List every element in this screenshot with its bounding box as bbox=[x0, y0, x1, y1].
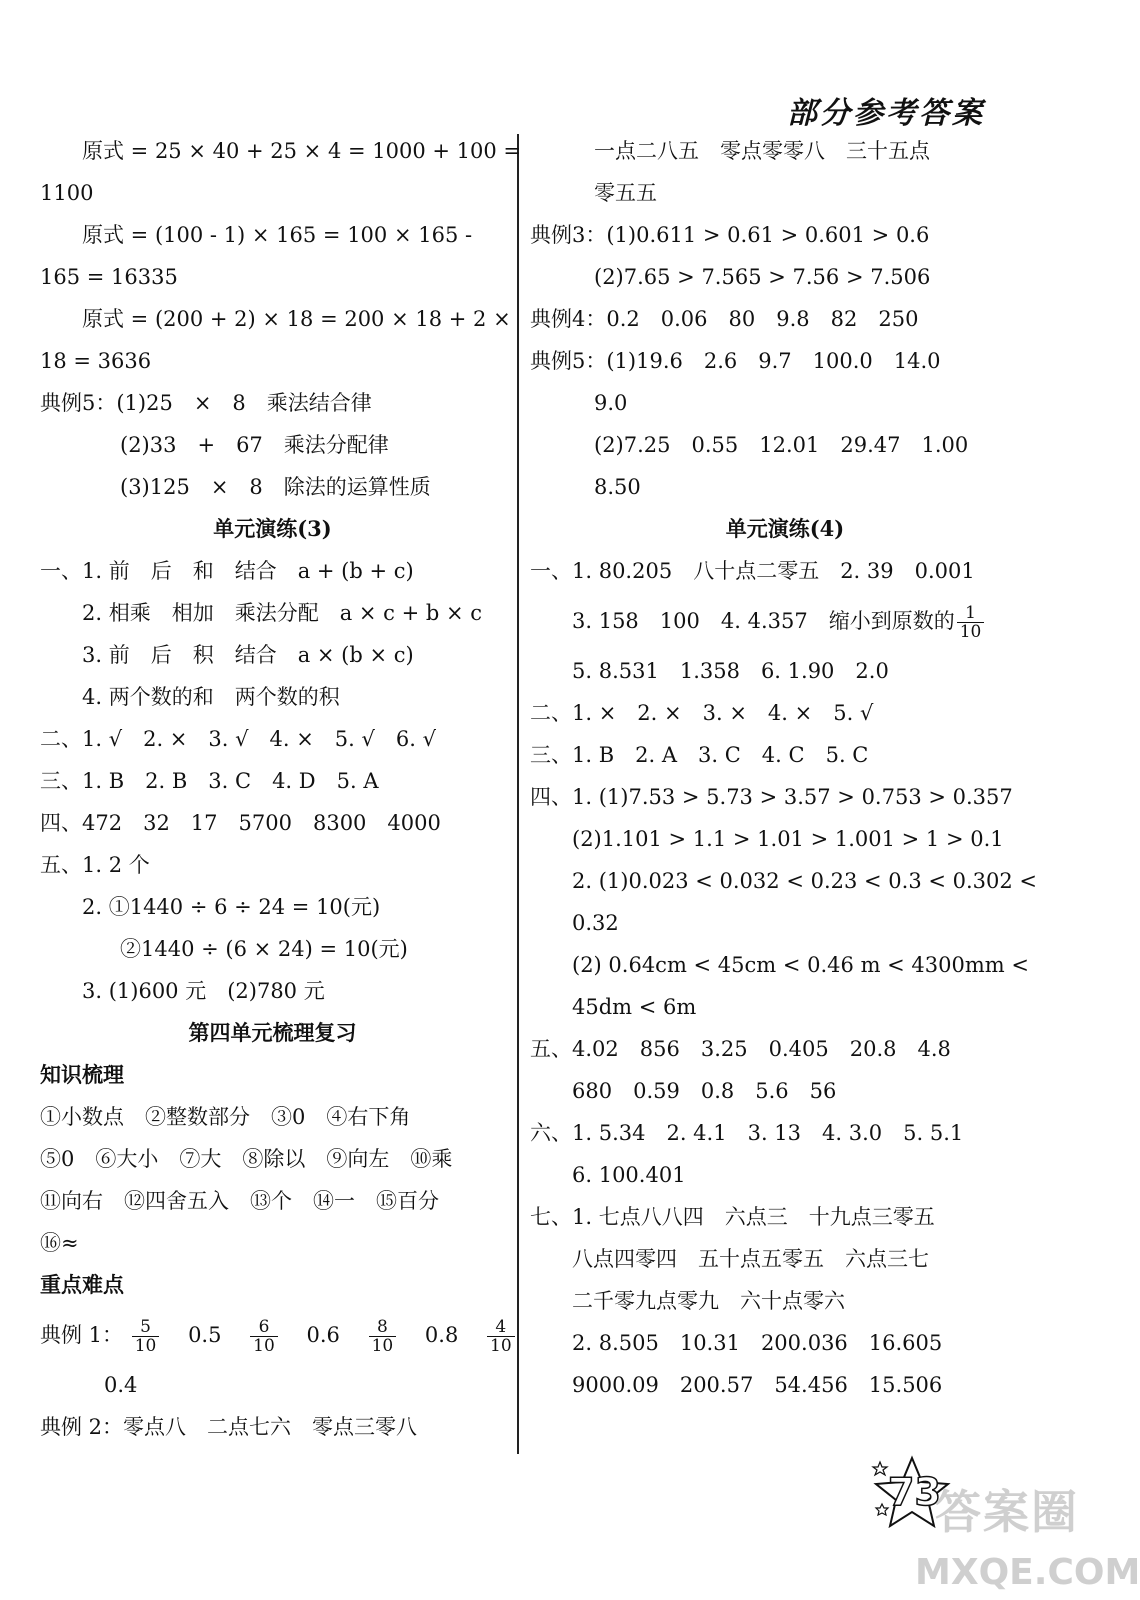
answer-line: 18 = 3636 bbox=[40, 349, 152, 373]
fraction bbox=[132, 1318, 160, 1355]
answer-line: 五、4.02 856 3.25 0.405 20.8 4.8 bbox=[530, 1037, 951, 1061]
answer-line: 一、1. 前 后 和 结合 a + (b + c) bbox=[40, 559, 414, 583]
answer-line: 一点二八五 零点零零八 三十五点 bbox=[594, 139, 930, 163]
fraction bbox=[957, 604, 985, 641]
answer-line: 四、1. (1)7.53 > 5.73 > 3.57 > 0.753 > 0.357 bbox=[530, 785, 1013, 809]
answer-line: 9.0 bbox=[594, 391, 628, 415]
fraction bbox=[250, 1318, 278, 1355]
section-title-unit-4-review: 第四单元梳理复习 bbox=[188, 1020, 357, 1045]
answer-line: (2)1.101 > 1.1 > 1.01 > 1.001 > 1 > 0.1 bbox=[572, 827, 1004, 851]
example-2-line: 典例 2：零点八 二点七六 零点三零八 bbox=[40, 1415, 418, 1439]
answer-line: (2)33 + 67 乘法分配律 bbox=[120, 433, 389, 457]
fraction bbox=[369, 1318, 397, 1355]
fraction-denominator: 10 bbox=[490, 1336, 512, 1356]
example-1-prefix: 典例 1： bbox=[40, 1323, 124, 1347]
fraction-numerator: 1 bbox=[957, 604, 985, 623]
decimal-value: 0.5 bbox=[188, 1323, 222, 1347]
answer-line-with-fraction bbox=[530, 592, 1040, 650]
answer-line: 二、1. √ 2. × 3. √ 4. × 5. √ 6. √ bbox=[40, 727, 436, 751]
answer-line: (3)125 × 8 除法的运算性质 bbox=[120, 475, 431, 499]
answer-line: 2. ①1440 ÷ 6 ÷ 24 = 10(元) bbox=[82, 895, 381, 919]
fraction-denominator: 10 bbox=[253, 1336, 275, 1356]
answer-line: 45dm < 6m bbox=[572, 995, 697, 1019]
answer-line: 8.50 bbox=[594, 475, 641, 499]
answer-line: 六、1. 5.34 2. 4.1 3. 13 4. 3.0 5. 5.1 bbox=[530, 1121, 964, 1145]
answer-line: 五、1. 2 个 bbox=[40, 853, 150, 877]
section-title-unit-4: 单元演练(4) bbox=[725, 516, 845, 541]
answer-line: 七、1. 七点八八四 六点三 十九点三零五 bbox=[530, 1205, 935, 1229]
decimal-value: 0.6 bbox=[306, 1323, 340, 1347]
example-5-line: 典例5：(1)19.6 2.6 9.7 100.0 14.0 bbox=[530, 349, 941, 373]
answer-text: 3. 158 100 4. 4.357 缩小到原数的 bbox=[572, 609, 955, 633]
answer-line: 四、472 32 17 5700 8300 4000 bbox=[40, 811, 441, 835]
example-1-line bbox=[40, 1306, 512, 1364]
answer-line: 165 = 16335 bbox=[40, 265, 178, 289]
right-column bbox=[530, 130, 1040, 1406]
example-3-line: 典例3：(1)0.611 > 0.61 > 0.601 > 0.6 bbox=[530, 223, 930, 247]
watermark bbox=[915, 1468, 1140, 1600]
answer-line: 6. 100.401 bbox=[572, 1163, 686, 1187]
answer-line: ①小数点 ②整数部分 ③0 ④右下角 bbox=[40, 1105, 411, 1129]
answer-line: 三、1. B 2. A 3. C 4. C 5. C bbox=[530, 743, 869, 767]
answer-line: 原式 = 25 × 40 + 25 × 4 = 1000 + 100 = bbox=[82, 139, 522, 163]
answer-line: 零五五 bbox=[594, 181, 657, 205]
answer-line: 八点四零四 五十点五零五 六点三七 bbox=[572, 1247, 929, 1271]
answer-line: 2. 相乘 相加 乘法分配 a × c + b × c bbox=[82, 601, 483, 625]
fraction-denominator: 10 bbox=[371, 1336, 394, 1356]
watermark-url: MXQE.COM bbox=[915, 1552, 1140, 1593]
answer-line: ⑪向右 ⑫四舍五入 ⑬个 ⑭一 ⑮百分 bbox=[40, 1189, 439, 1213]
fraction-numerator: 6 bbox=[250, 1318, 278, 1337]
subsection-title-key-points: 重点难点 bbox=[40, 1272, 124, 1297]
answer-line: 4. 两个数的和 两个数的积 bbox=[82, 685, 340, 709]
answer-line: (2)7.25 0.55 12.01 29.47 1.00 bbox=[594, 433, 969, 457]
answer-line: ⑯≈ bbox=[40, 1231, 79, 1255]
subsection-title-knowledge: 知识梳理 bbox=[40, 1062, 124, 1087]
answer-line: 原式 = (100 - 1) × 165 = 100 × 165 - bbox=[82, 223, 473, 247]
answer-line: 原式 = (200 + 2) × 18 = 200 × 18 + 2 × bbox=[82, 307, 511, 331]
fraction bbox=[487, 1318, 515, 1355]
fraction-denominator: 10 bbox=[959, 622, 982, 642]
answer-line: 一、1. 80.205 八十点二零五 2. 39 0.001 bbox=[530, 559, 975, 583]
answer-line: ②1440 ÷ (6 × 24) = 10(元) bbox=[120, 937, 408, 961]
example-4-line: 典例4：0.2 0.06 80 9.8 82 250 bbox=[530, 307, 919, 331]
answer-line: 2. (1)0.023 < 0.032 < 0.23 < 0.3 < 0.302 < bbox=[572, 869, 1038, 893]
answer-line: ⑤0 ⑥大小 ⑦大 ⑧除以 ⑨向左 ⑩乘 bbox=[40, 1147, 453, 1171]
watermark-logo-text: 答案圈 bbox=[935, 1485, 1079, 1539]
answer-line: (2) 0.64cm < 45cm < 0.46 m < 4300mm < bbox=[572, 953, 1029, 977]
answer-line: 3. 前 后 积 结合 a × (b × c) bbox=[82, 643, 414, 667]
answer-line: 0.32 bbox=[572, 911, 619, 935]
answer-line: 9000.09 200.57 54.456 15.506 bbox=[572, 1373, 943, 1397]
fraction-denominator: 10 bbox=[134, 1336, 157, 1356]
left-column bbox=[40, 130, 522, 1448]
answer-line: 3. (1)600 元 (2)780 元 bbox=[82, 979, 325, 1003]
answer-line: 三、1. B 2. B 3. C 4. D 5. A bbox=[40, 769, 379, 793]
answer-line: 0.4 bbox=[104, 1373, 138, 1397]
decimal-value: 0.8 bbox=[424, 1323, 459, 1347]
fraction-numerator: 4 bbox=[487, 1318, 515, 1337]
page-number: 73 bbox=[888, 1470, 941, 1514]
answer-line: 1100 bbox=[40, 181, 94, 205]
page-header-title: 部分参考答案 bbox=[787, 96, 985, 131]
answer-line: 2. 8.505 10.31 200.036 16.605 bbox=[572, 1331, 943, 1355]
column-divider bbox=[517, 134, 519, 1454]
answer-line: 二千零九点零九 六十点零六 bbox=[572, 1289, 845, 1313]
example-5-line: 典例5：(1)25 × 8 乘法结合律 bbox=[40, 391, 372, 415]
answer-line: 5. 8.531 1.358 6. 1.90 2.0 bbox=[572, 659, 889, 683]
fraction-numerator: 5 bbox=[132, 1318, 160, 1337]
answer-line: 680 0.59 0.8 5.6 56 bbox=[572, 1079, 837, 1103]
answer-line: (2)7.65 > 7.565 > 7.56 > 7.506 bbox=[594, 265, 931, 289]
section-title-unit-3: 单元演练(3) bbox=[213, 516, 332, 541]
fraction-numerator: 8 bbox=[369, 1318, 397, 1337]
answer-line: 二、1. × 2. × 3. × 4. × 5. √ bbox=[530, 701, 874, 725]
